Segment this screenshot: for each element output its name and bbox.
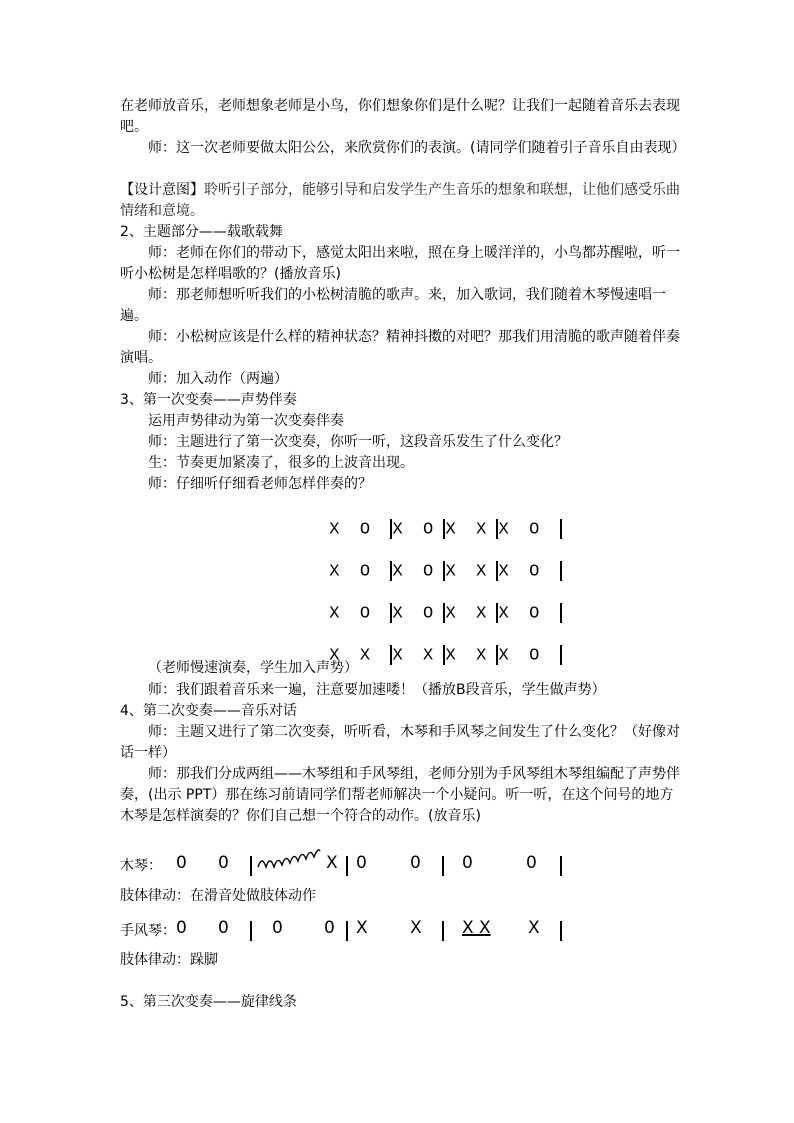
barline [250,856,252,876]
paragraph-watch-accompany: 师：仔细听仔细看老师怎样伴奏的？ [148,476,372,492]
accordion-note: X [528,918,540,938]
barline [560,856,562,876]
paragraph-slow-play: （老师慢速演奏，学生加入声势） [148,660,358,676]
barline [346,921,348,941]
accordion-note: X [410,918,422,938]
xylophone-note: 0 [410,853,421,873]
xylophone-note: 0 [462,853,473,873]
barline [442,856,444,876]
heading-section-5: 5、第三次变奏——旋律线条 [120,994,297,1010]
xylophone-note: 0 [526,853,537,873]
barline [250,921,252,941]
body-movement-1: 肢体律动：在滑音处做肢体动作 [120,888,316,904]
accordion-note: X [356,918,368,938]
paragraph-student-answer: 生：节奏更加紧凑了，很多的上波音出现。 [148,455,414,471]
paragraph-first-variation: 师：主题进行了第一次变奏，你听一听，这段音乐发生了什么变化？ [148,434,568,450]
accordion-note: 0 [324,918,335,938]
accordion-label: 手风琴： [120,923,176,939]
paragraph-slow-sing: 师：那老师想听听我们的小松树清脆的歌声。来，加入歌词，我们随着木琴慢速唱一遍。 [120,287,666,324]
heading-section-4: 4、第二次变奏——音乐对话 [120,703,297,719]
accordion-note: 0 [176,918,187,938]
rhythm-row: X O X O X X X O [268,542,562,600]
paragraph-intro: 在老师放音乐，老师想象老师是小鸟，你们想象你们是什么呢？让我们一起随着音乐去表现吧。 [120,98,680,135]
accordion-note: 0 [272,918,283,938]
paragraph-add-actions: 师：加入动作（两遍） [148,371,288,387]
paragraph-teacher-sun: 师：这一次老师要做太阳公公，来欣赏你们的表演。(请同学们随着引子音乐自由表现） [148,140,686,156]
xylophone-notation: 0 [176,853,187,873]
paragraph-design-intent [120,180,680,222]
xylophone-note: 0 [218,853,229,873]
xylophone-label: 木琴： [120,858,162,874]
accordion-note: 0 [218,918,229,938]
paragraph-second-variation: 师：主题又进行了第二次变奏，听听看，木琴和手风琴之间发生了什么变化？（好像对话一样） [120,724,680,761]
accordion-note-beamed: X X [462,918,491,938]
barline [442,921,444,941]
barline [346,856,348,876]
design-intent-label: 【设计意图】 [120,182,204,198]
xylophone-note: X [326,853,338,873]
body-movement-2: 肢体律动：跺脚 [120,952,218,968]
rhythm-row: X O X O X X X O [268,500,562,558]
barline [560,921,562,941]
rhythm-row: X X X X X X X O [268,626,562,684]
heading-section-3: 3、第一次变奏——声势伴奏 [120,392,297,408]
heading-section-2: 2、主题部分——载歌载舞 [120,224,283,240]
paragraph-split-groups: 师：那我们分成两组——木琴组和手风琴组，老师分别为手风琴组木琴组编配了声势伴奏，(出示 PPT）那在练习前请同学们帮老师解决一个小疑问。听一听，在这个问号的地方木琴是怎样演奏的？你们自己想一个符合的动作。(放音乐) [120,766,680,824]
paragraph-accelerate: 师：我们跟着音乐来一遍，注意要加速喽！（播放B段音乐，学生做声势） [148,682,606,698]
design-intent-text: 聆听引子部分，能够引导和启发学生产生音乐的想象和联想，让他们感受乐曲情绪和意境。 [120,182,680,219]
xylophone-note: 0 [356,853,367,873]
paragraph-pine-tree: 师：老师在你们的带动下，感觉太阳出来啦，照在身上暖洋洋的，小鸟都苏醒啦，听一听小松树是怎样唱歌的？(播放音乐) [120,245,680,282]
rhythm-row: X O X O X X X O [268,584,562,642]
glissando-icon [256,845,326,873]
paragraph-use-body-percussion: 运用声势律动为第一次变奏伴奏 [148,413,344,429]
paragraph-spirit: 师：小松树应该是什么样的精神状态？精神抖擞的对吧？那我们用清脆的歌声随着伴奏演唱。 [120,329,680,366]
